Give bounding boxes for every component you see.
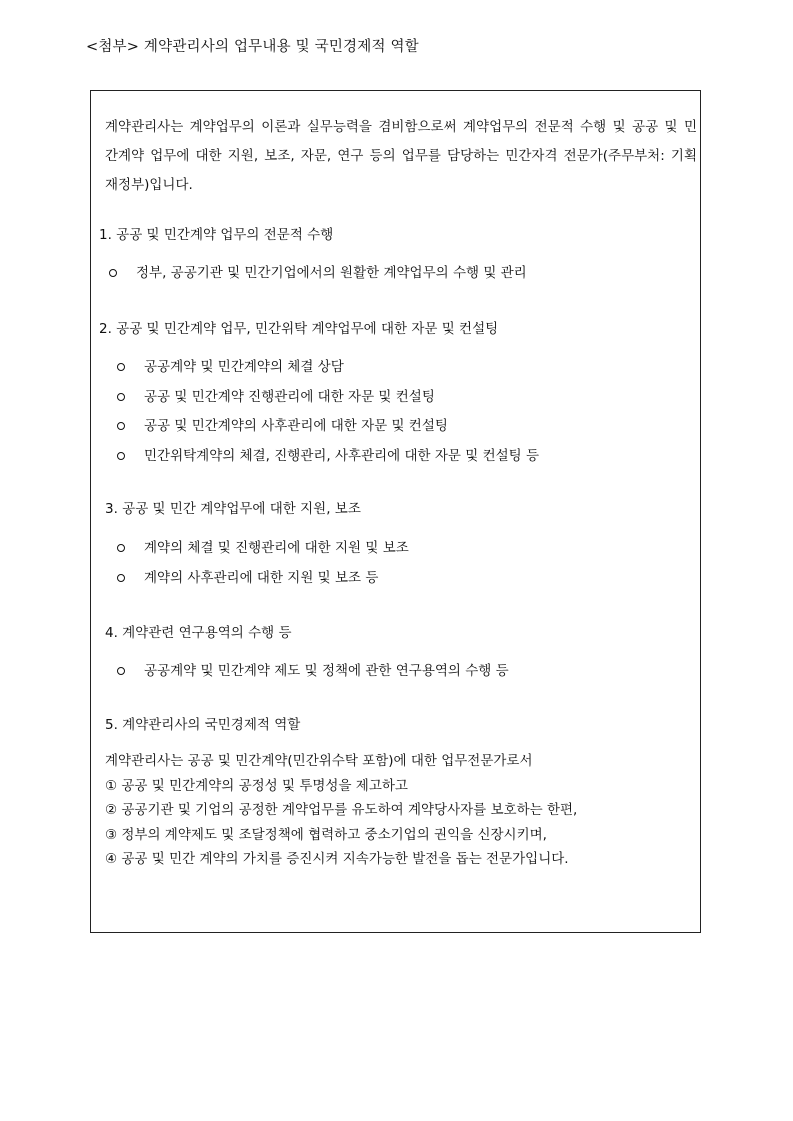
closing-line: ② 공공기관 및 기업의 공정한 계약업무를 유도하여 계약당사자를 보호하는 한편, [105, 802, 578, 818]
section-2-list [117, 357, 539, 475]
list-item: 계약의 사후관리에 대한 지원 및 보조 등 [117, 568, 409, 598]
closing-line: ④ 공공 및 민간 계약의 가치를 증진시켜 지속가능한 발전을 돕는 전문가입니다. [105, 851, 569, 867]
list-item: 공공계약 및 민간계약 제도 및 정책에 관한 연구용역의 수행 등 [117, 661, 509, 691]
section-4-list [117, 661, 509, 691]
closing-line: 계약관리사는 공공 및 민간계약(민간위수탁 포함)에 대한 업무전문가로서 [105, 753, 533, 769]
section-1-list [109, 263, 527, 293]
page-title: <첨부> 계약관리사의 업무내용 및 국민경제적 역할 [86, 39, 419, 55]
intro-paragraph: 계약관리사는 계약업무의 이론과 실무능력을 겸비함으로써 계약업무의 전문적 수행 및 공공 및 민간계약 업무에 대한 지원, 보조, 자문, 연구 등의 업무를 담당하는 민간자격 전문가(주무부처: 기획재정부)입니다. [105, 119, 697, 193]
list-item: 공공 및 민간계약 진행관리에 대한 자문 및 컨설팅 [117, 387, 539, 417]
bullet-circle-icon [109, 269, 117, 277]
section-3-list [117, 538, 409, 597]
section-heading-3: 3. 공공 및 민간 계약업무에 대한 지원, 보조 [105, 501, 361, 517]
closing-line: ① 공공 및 민간계약의 공정성 및 투명성을 제고하고 [105, 777, 408, 794]
section-heading-5: 5. 계약관리사의 국민경제적 역할 [105, 717, 301, 733]
bullet-circle-icon [117, 667, 125, 675]
list-item: 계약의 체결 및 진행관리에 대한 지원 및 보조 [117, 538, 409, 568]
bullet-circle-icon [117, 363, 125, 371]
closing-line: ③ 정부의 계약제도 및 조달정책에 협력하고 중소기업의 권익을 신장시키며, [105, 826, 547, 843]
bullet-circle-icon [117, 393, 125, 401]
list-item: 민간위탁계약의 체결, 진행관리, 사후관리에 대한 자문 및 컨설팅 등 [117, 446, 539, 476]
list-item: 공공 및 민간계약의 사후관리에 대한 자문 및 컨설팅 [117, 416, 539, 446]
section-heading-2: 2. 공공 및 민간계약 업무, 민간위탁 계약업무에 대한 자문 및 컨설팅 [99, 321, 499, 337]
section-heading-1: 1. 공공 및 민간계약 업무의 전문적 수행 [99, 227, 334, 243]
list-item: 정부, 공공기관 및 민간기업에서의 원활한 계약업무의 수행 및 관리 [109, 263, 527, 293]
list-item: 공공계약 및 민간계약의 체결 상담 [117, 357, 539, 387]
bullet-circle-icon [117, 544, 125, 552]
bullet-circle-icon [117, 422, 125, 430]
content-box [90, 90, 701, 933]
section-heading-4: 4. 계약관련 연구용역의 수행 등 [105, 625, 292, 641]
bullet-circle-icon [117, 574, 125, 582]
closing-statement [105, 751, 577, 874]
bullet-circle-icon [117, 452, 125, 460]
